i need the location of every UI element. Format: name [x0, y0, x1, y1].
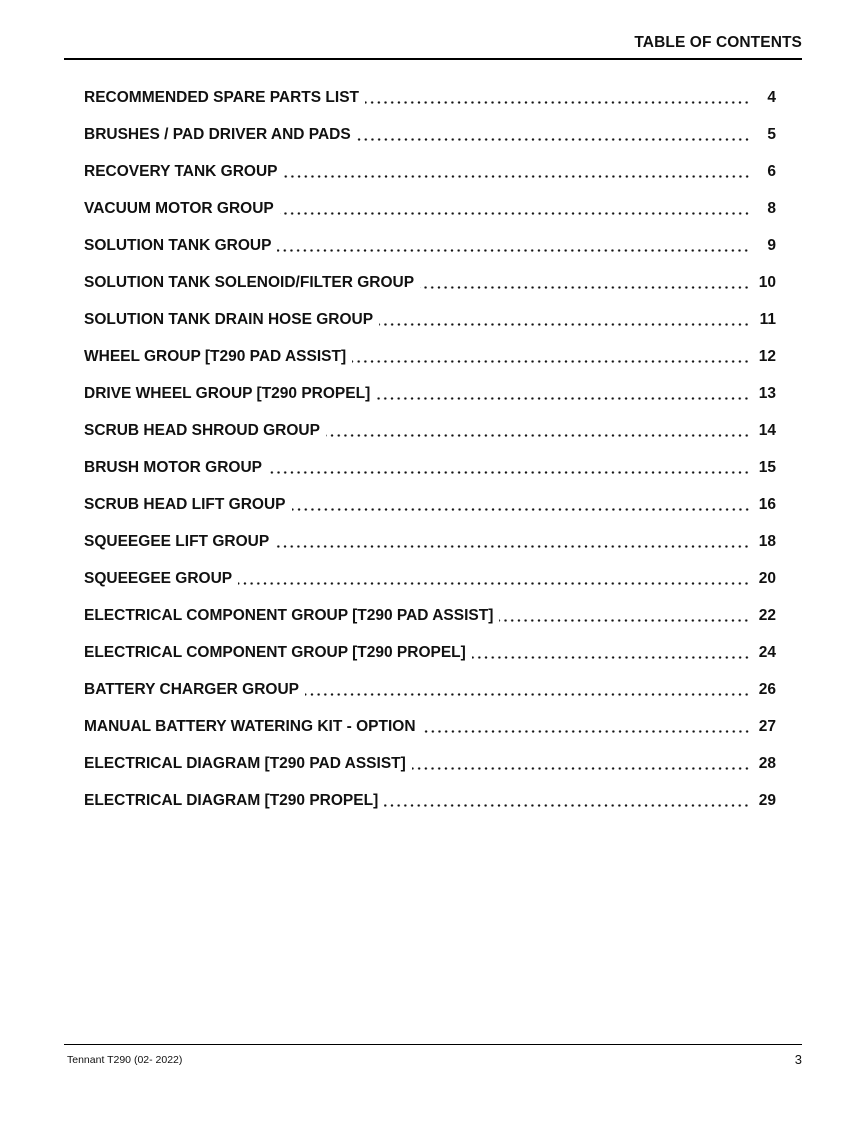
toc-entry-title: DRIVE WHEEL GROUP [T290 PROPEL]	[84, 384, 371, 402]
page-title: TABLE OF CONTENTS	[634, 34, 802, 51]
toc-entry-page: 12	[758, 347, 776, 365]
toc-entry-page: 10	[758, 273, 776, 291]
toc-entry-title: SOLUTION TANK GROUP	[84, 236, 272, 254]
toc-entry[interactable]	[84, 560, 776, 597]
toc-entry-title: SOLUTION TANK SOLENOID/FILTER GROUP	[84, 273, 415, 291]
toc-dot-leader	[277, 249, 750, 252]
toc-entry-title: SCRUB HEAD LIFT GROUP	[84, 495, 286, 513]
toc-dot-leader	[292, 508, 751, 511]
toc-entry-page: 6	[767, 162, 776, 180]
toc-entry[interactable]	[84, 375, 776, 412]
toc-dot-leader	[472, 656, 750, 659]
toc-dot-leader	[357, 138, 750, 141]
toc-entry-title: SOLUTION TANK DRAIN HOSE GROUP	[84, 310, 374, 328]
toc-entry-page: 22	[758, 606, 776, 624]
toc-entry-title: BRUSHES / PAD DRIVER AND PADS	[84, 125, 351, 143]
toc-entry-title: ELECTRICAL DIAGRAM [T290 PAD ASSIST]	[84, 754, 406, 772]
toc-entry-title: ELECTRICAL COMPONENT GROUP [T290 PAD ASSIST]	[84, 606, 494, 624]
toc-entry[interactable]	[84, 116, 776, 153]
toc-dot-leader	[275, 545, 750, 548]
toc-entry-page: 18	[758, 532, 776, 550]
toc-entry[interactable]	[84, 338, 776, 375]
toc-dot-leader	[268, 471, 750, 474]
toc-entry[interactable]	[84, 79, 776, 116]
toc-entry[interactable]	[84, 190, 776, 227]
toc-entry-page: 28	[758, 754, 776, 772]
toc-entry-title: VACUUM MOTOR GROUP	[84, 199, 274, 217]
toc-entry[interactable]	[84, 412, 776, 449]
toc-entry[interactable]	[84, 782, 776, 819]
footer-divider	[64, 1044, 802, 1045]
toc-entry-page: 26	[758, 680, 776, 698]
toc-entry[interactable]	[84, 671, 776, 708]
toc-entry-page: 20	[758, 569, 776, 587]
toc-entry-title: RECOMMENDED SPARE PARTS LIST	[84, 88, 359, 106]
toc-dot-leader	[284, 175, 751, 178]
toc-entry[interactable]	[84, 449, 776, 486]
toc-entry-title: ELECTRICAL COMPONENT GROUP [T290 PROPEL]	[84, 643, 466, 661]
toc-entry[interactable]	[84, 745, 776, 782]
toc-entry-page: 9	[767, 236, 776, 254]
toc-entry[interactable]	[84, 153, 776, 190]
toc-entry-title: SQUEEGEE LIFT GROUP	[84, 532, 270, 550]
toc-entry-title: WHEEL GROUP [T290 PAD ASSIST]	[84, 347, 347, 365]
toc-entry-title: ELECTRICAL DIAGRAM [T290 PROPEL]	[84, 791, 379, 809]
toc-entry-page: 29	[758, 791, 776, 809]
toc-dot-leader	[305, 693, 750, 696]
toc-entry-title: SQUEEGEE GROUP	[84, 569, 233, 587]
toc-entry-page: 13	[758, 384, 776, 402]
toc-entry[interactable]	[84, 523, 776, 560]
toc-entry-page: 16	[758, 495, 776, 513]
toc-entry-title: RECOVERY TANK GROUP	[84, 162, 278, 180]
toc-dot-leader	[499, 619, 750, 622]
toc-dot-leader	[352, 360, 750, 363]
toc-entry[interactable]	[84, 634, 776, 671]
footer-document-label: Tennant T290 (02- 2022)	[67, 1054, 183, 1066]
toc-entry-title: BRUSH MOTOR GROUP	[84, 458, 262, 476]
toc-entry-title: MANUAL BATTERY WATERING KIT - OPTION	[84, 717, 416, 735]
toc-dot-leader	[379, 323, 750, 326]
toc-dot-leader	[326, 434, 750, 437]
toc-entry[interactable]	[84, 227, 776, 264]
toc-dot-leader	[238, 582, 750, 585]
footer-page-number: 3	[794, 1052, 802, 1067]
toc-entry-page: 24	[758, 643, 776, 661]
toc-dot-leader	[365, 101, 750, 104]
toc-entry-page: 15	[758, 458, 776, 476]
toc-entry-title: BATTERY CHARGER GROUP	[84, 680, 300, 698]
toc-entry-title: SCRUB HEAD SHROUD GROUP	[84, 421, 320, 439]
toc-entry-page: 8	[767, 199, 776, 217]
toc-entry-page: 5	[767, 125, 776, 143]
toc-dot-leader	[422, 730, 750, 733]
toc-dot-leader	[420, 286, 750, 289]
header-divider	[64, 58, 802, 60]
toc-entry[interactable]	[84, 597, 776, 634]
toc-entry-page: 27	[758, 717, 776, 735]
toc-entry[interactable]	[84, 486, 776, 523]
toc-entry-page: 11	[759, 310, 776, 328]
toc-entry[interactable]	[84, 708, 776, 745]
toc-dot-leader	[412, 767, 750, 770]
toc-entry-page: 14	[758, 421, 776, 439]
toc-entry[interactable]	[84, 264, 776, 301]
toc-dot-leader	[280, 212, 750, 215]
table-of-contents	[84, 79, 776, 819]
toc-dot-leader	[384, 804, 750, 807]
toc-entry[interactable]	[84, 301, 776, 338]
toc-dot-leader	[376, 397, 750, 400]
toc-entry-page: 4	[767, 88, 776, 106]
